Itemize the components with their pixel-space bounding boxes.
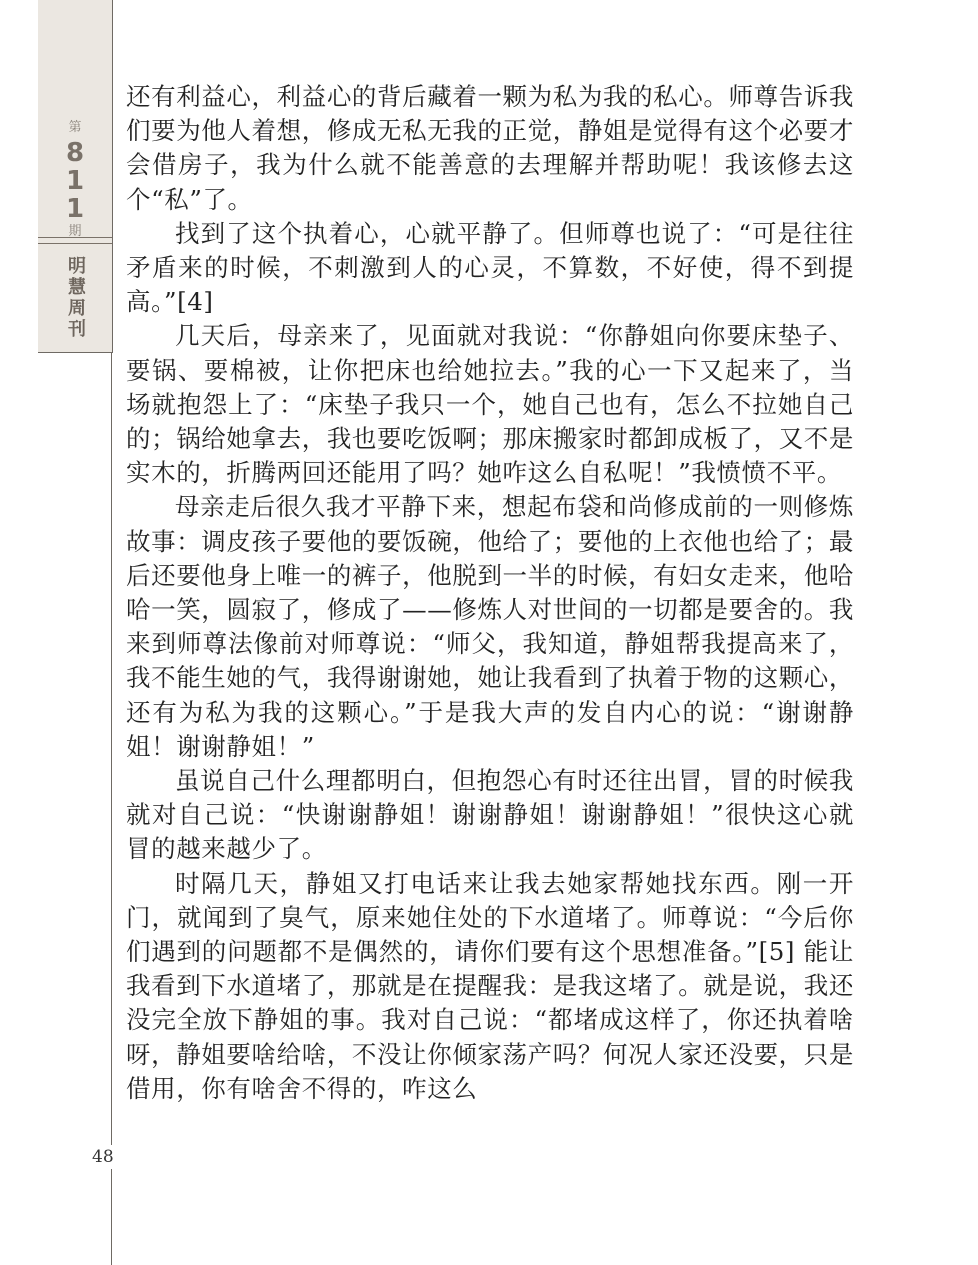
page-number: 48 bbox=[92, 1147, 114, 1167]
magazine-name: 明慧周刊 bbox=[65, 256, 86, 340]
paragraph: 还有利益心，利益心的背后藏着一颗为私为我的私心。师尊告诉我们要为他人着想，修成无私无我的正觉，静姐是觉得有这个必要才会借房子，我为什么就不能善意的去理解并帮助呢！我该修去这个“私”了。 bbox=[126, 82, 854, 214]
issue-prefix: 第 bbox=[68, 120, 82, 135]
issue-side-tab bbox=[38, 0, 113, 353]
issue-number: 811 bbox=[60, 138, 90, 222]
paragraph: 母亲走后很久我才平静下来，想起布袋和尚修成前的一则修炼故事：调皮孩子要他的要饭碗，他给了；要他的上衣他也给了；最后还要他身上唯一的裤子，他脱到一半的时候，有妇女走来，他哈哈一笑，圆寂了，修成了——修炼人对世间的一切都是要舍的。我来到师尊法像前对师尊说：“师父，我知道，静姐帮我提高来了，我不能生她的气，我得谢谢她，她让我看到了执着于物的这颗心，还有为私为我的这颗心。”于是我大声的发自内心的说：“谢谢静姐！谢谢静姐！” bbox=[126, 492, 854, 761]
issue-label bbox=[38, 120, 112, 240]
issue-suffix: 期 bbox=[68, 224, 82, 239]
paragraph: 几天后，母亲来了，见面就对我说：“你静姐向你要床垫子、要锅、要棉被，让你把床也给她拉去。”我的心一下又起来了，当场就抱怨上了：“床垫子我只一个，她自己也有，怎么不拉她自己的；锅给她拿去，我也要吃饭啊；那床搬家时都卸成板了，又不是实木的，折腾两回还能用了吗？她咋这么自私呢！”我愤愤不平。 bbox=[126, 321, 854, 488]
margin-rule bbox=[111, 352, 112, 1265]
paragraph: 时隔几天，静姐又打电话来让我去她家帮她找东西。刚一开门，就闻到了臭气，原来她住处的下水道堵了。师尊说：“今后你们遇到的问题都不是偶然的，请你们要有这个思想准备。”[5] 能让我看到下水道堵了，那就是在提醒我：是我这堵了。就是说，我还没完全放下静姐的事。我对自己说：“都堵成这样了，你还执着啥呀，静姐要啥给啥，不没让你倾家荡产吗？何况人家还没要，只是借用，你有啥舍不得的，咋这么 bbox=[126, 868, 854, 1103]
article-body bbox=[126, 80, 854, 1106]
paragraph: 找到了这个执着心，心就平静了。但师尊也说了：“可是往往矛盾来的时候，不刺激到人的心灵，不算数，不好使，得不到提高。”[4] bbox=[126, 218, 854, 317]
paragraph: 虽说自己什么理都明白，但抱怨心有时还往出冒，冒的时候我就对自己说：“快谢谢静姐！谢谢静姐！谢谢静姐！”很快这心就冒的越来越少了。 bbox=[126, 766, 854, 864]
tab-divider bbox=[38, 237, 112, 244]
